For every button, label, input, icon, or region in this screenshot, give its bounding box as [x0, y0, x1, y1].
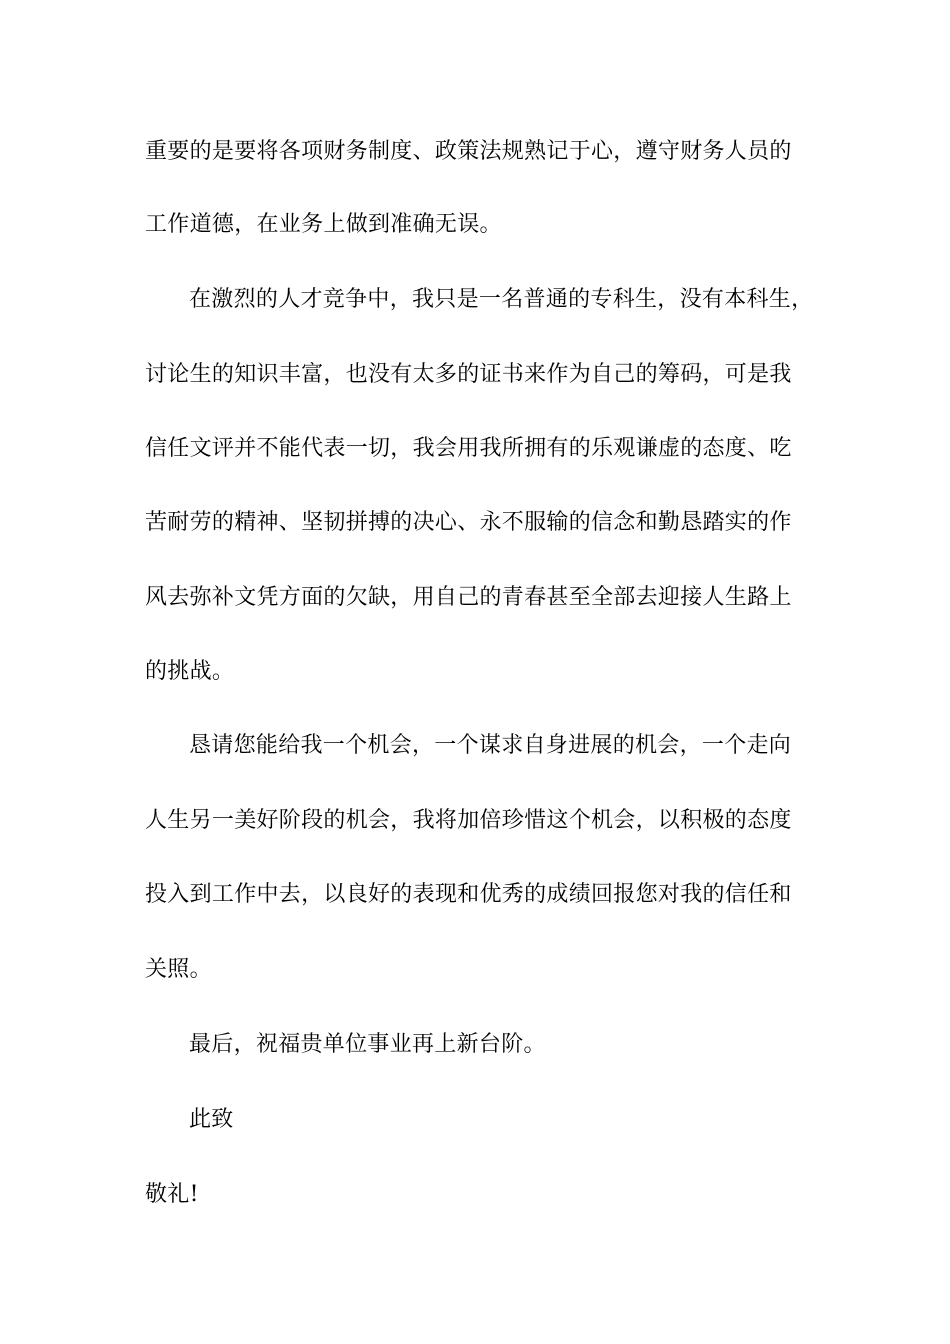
- body-text-line: 的挑战。: [145, 659, 235, 684]
- body-text-line: 风去弥补文凭方面的欠缺，用自己的青春甚至全部去迎接人生路上: [145, 585, 792, 610]
- body-text-line: 工作道德，在业务上做到准确无误。: [145, 212, 502, 237]
- body-text-line: 人生另一美好阶段的机会，我将加倍珍惜这个机会，以积极的态度: [145, 808, 792, 833]
- body-text-line: 恳请您能给我一个机会，一个谋求自身进展的机会，一个走向: [189, 733, 792, 758]
- body-text-line: 重要的是要将各项财务制度、政策法规熟记于心，遵守财务人员的: [145, 139, 792, 164]
- closing-wish-line: 最后，祝福贵单位事业再上新台阶。: [189, 1032, 546, 1057]
- body-text-line: 投入到工作中去，以良好的表现和优秀的成绩回报您对我的信任和: [145, 882, 792, 907]
- body-text-line: 在激烈的人才竞争中，我只是一名普通的专科生，没有本科生，: [189, 287, 814, 312]
- body-text-line: 信任文评并不能代表一切，我会用我所拥有的乐观谦虚的态度、吃: [145, 436, 792, 461]
- regards-line: 敬礼!: [145, 1182, 199, 1207]
- salutation-line: 此致: [189, 1107, 234, 1132]
- body-text-line: 关照。: [145, 957, 212, 982]
- body-text-line: 苦耐劳的精神、坚韧拼搏的决心、永不服输的信念和勤恳踏实的作: [145, 510, 792, 535]
- body-text-line: 讨论生的知识丰富，也没有太多的证书来作为自己的筹码，可是我: [145, 362, 792, 387]
